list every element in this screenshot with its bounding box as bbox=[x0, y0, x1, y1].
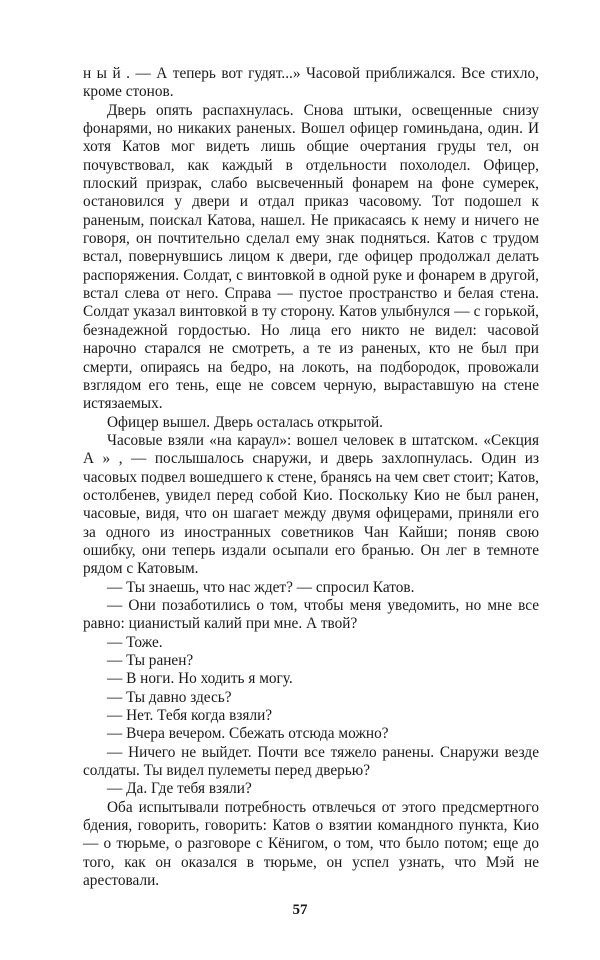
dialogue-line: — Ты ранен? bbox=[107, 652, 194, 669]
dialogue-line: — Ты давно здесь? bbox=[107, 688, 232, 706]
paragraph: Дверь опять распахнулась. Снова штыки, освещенные снизу фонарями, но никаких раненых. Вошел офицер гоминьдана, один. И хотя Катов мог видеть лишь общие очертания груды тел, он почувствовал, как каждый в отдельности похолодел. Офицер, плоский призрак, слабо высвеченный фонарем на фоне сумерек, остановился у двери и отдал приказ часовому. Тот подошел к раненым, поискал Катова, нашел. Не прикасаясь к нему и ничего не говоря, он почтительно сделал ему знак подняться. Катов с трудом встал, повернувшись лицом к двери, где офицер продолжал делать распоряжения. Солдат, с винтовкой в одной руке и фонарем в другой, встал слева от него. Справа — пустое пространство и белая стена. Солдат указал винтовкой в ту сторону. Катов улыбнулся — с горькой, безнадежной гордостью. Но лица его никто не видел: часовой нарочно старался не смотреть, а те из раненых, кто не был при смерти, опираясь на бедро, на локоть, на подбородок, провожали взглядом его тень, еще не совсем черную, выраставшую на стене истязаемых. bbox=[83, 101, 539, 413]
paragraph-continued: н ы й . — А теперь вот гудят...» Часовой приближался. Все стихло, кроме стонов. bbox=[83, 65, 539, 101]
dialogue-line: — В ноги. Но ходить я могу. bbox=[107, 670, 293, 688]
paragraph: Оба испытывали потребность отвлечься от этого предсмертного бдения, говорить, говорить: Катов о взятии командного пункта, Кио — о тюрьме, о разговоре с Кёнигом, о том, что было потом; еще до того, как он оказался в тюрьме, он успел узнать, что Мэй не арестовали. bbox=[83, 798, 539, 890]
dialogue-line: — Ты знаешь, что нас ждет? — спросил Катов. bbox=[107, 578, 415, 596]
page-body bbox=[83, 65, 539, 890]
dialogue-line: — Да. Где тебя взяли? bbox=[107, 780, 252, 798]
page-number: 57 bbox=[292, 902, 308, 918]
dialogue-line: — Ничего не выйдет. Почти все тяжело ранены. Снаружи везде солдаты. Ты видел пулеметы перед дверью? bbox=[83, 743, 539, 780]
dialogue-line: — Нет. Тебя когда взяли? bbox=[107, 707, 273, 725]
dialogue-line: — Они позаботились о том, чтобы меня уведомить, но мне все равно: цианистый калий при мне. А твой? bbox=[83, 596, 539, 633]
dialogue-line: — Тоже. bbox=[107, 633, 163, 651]
paragraph: Часовые взяли «на караул»: вошел человек в штатском. «Секция А » , — послышалось снаружи, и дверь захлопнулась. Один из часовых подвел вошедшего к стене, бранясь на чем свет стоит; Катов, остолбенев, увидел перед собой Кио. Поскольку Кио не был ранен, часовые, видя, что он шагает между двумя офицерами, приняли его за одного из иностранных советников Чан Кайши; поняв свою ошибку, они теперь издали осыпали его бранью. Он лег в темноте рядом с Катовым. bbox=[83, 431, 539, 578]
dialogue-line: — Вчера вечером. Сбежать отсюда можно? bbox=[107, 725, 389, 743]
paragraph: Офицер вышел. Дверь осталась открытой. bbox=[107, 413, 384, 431]
